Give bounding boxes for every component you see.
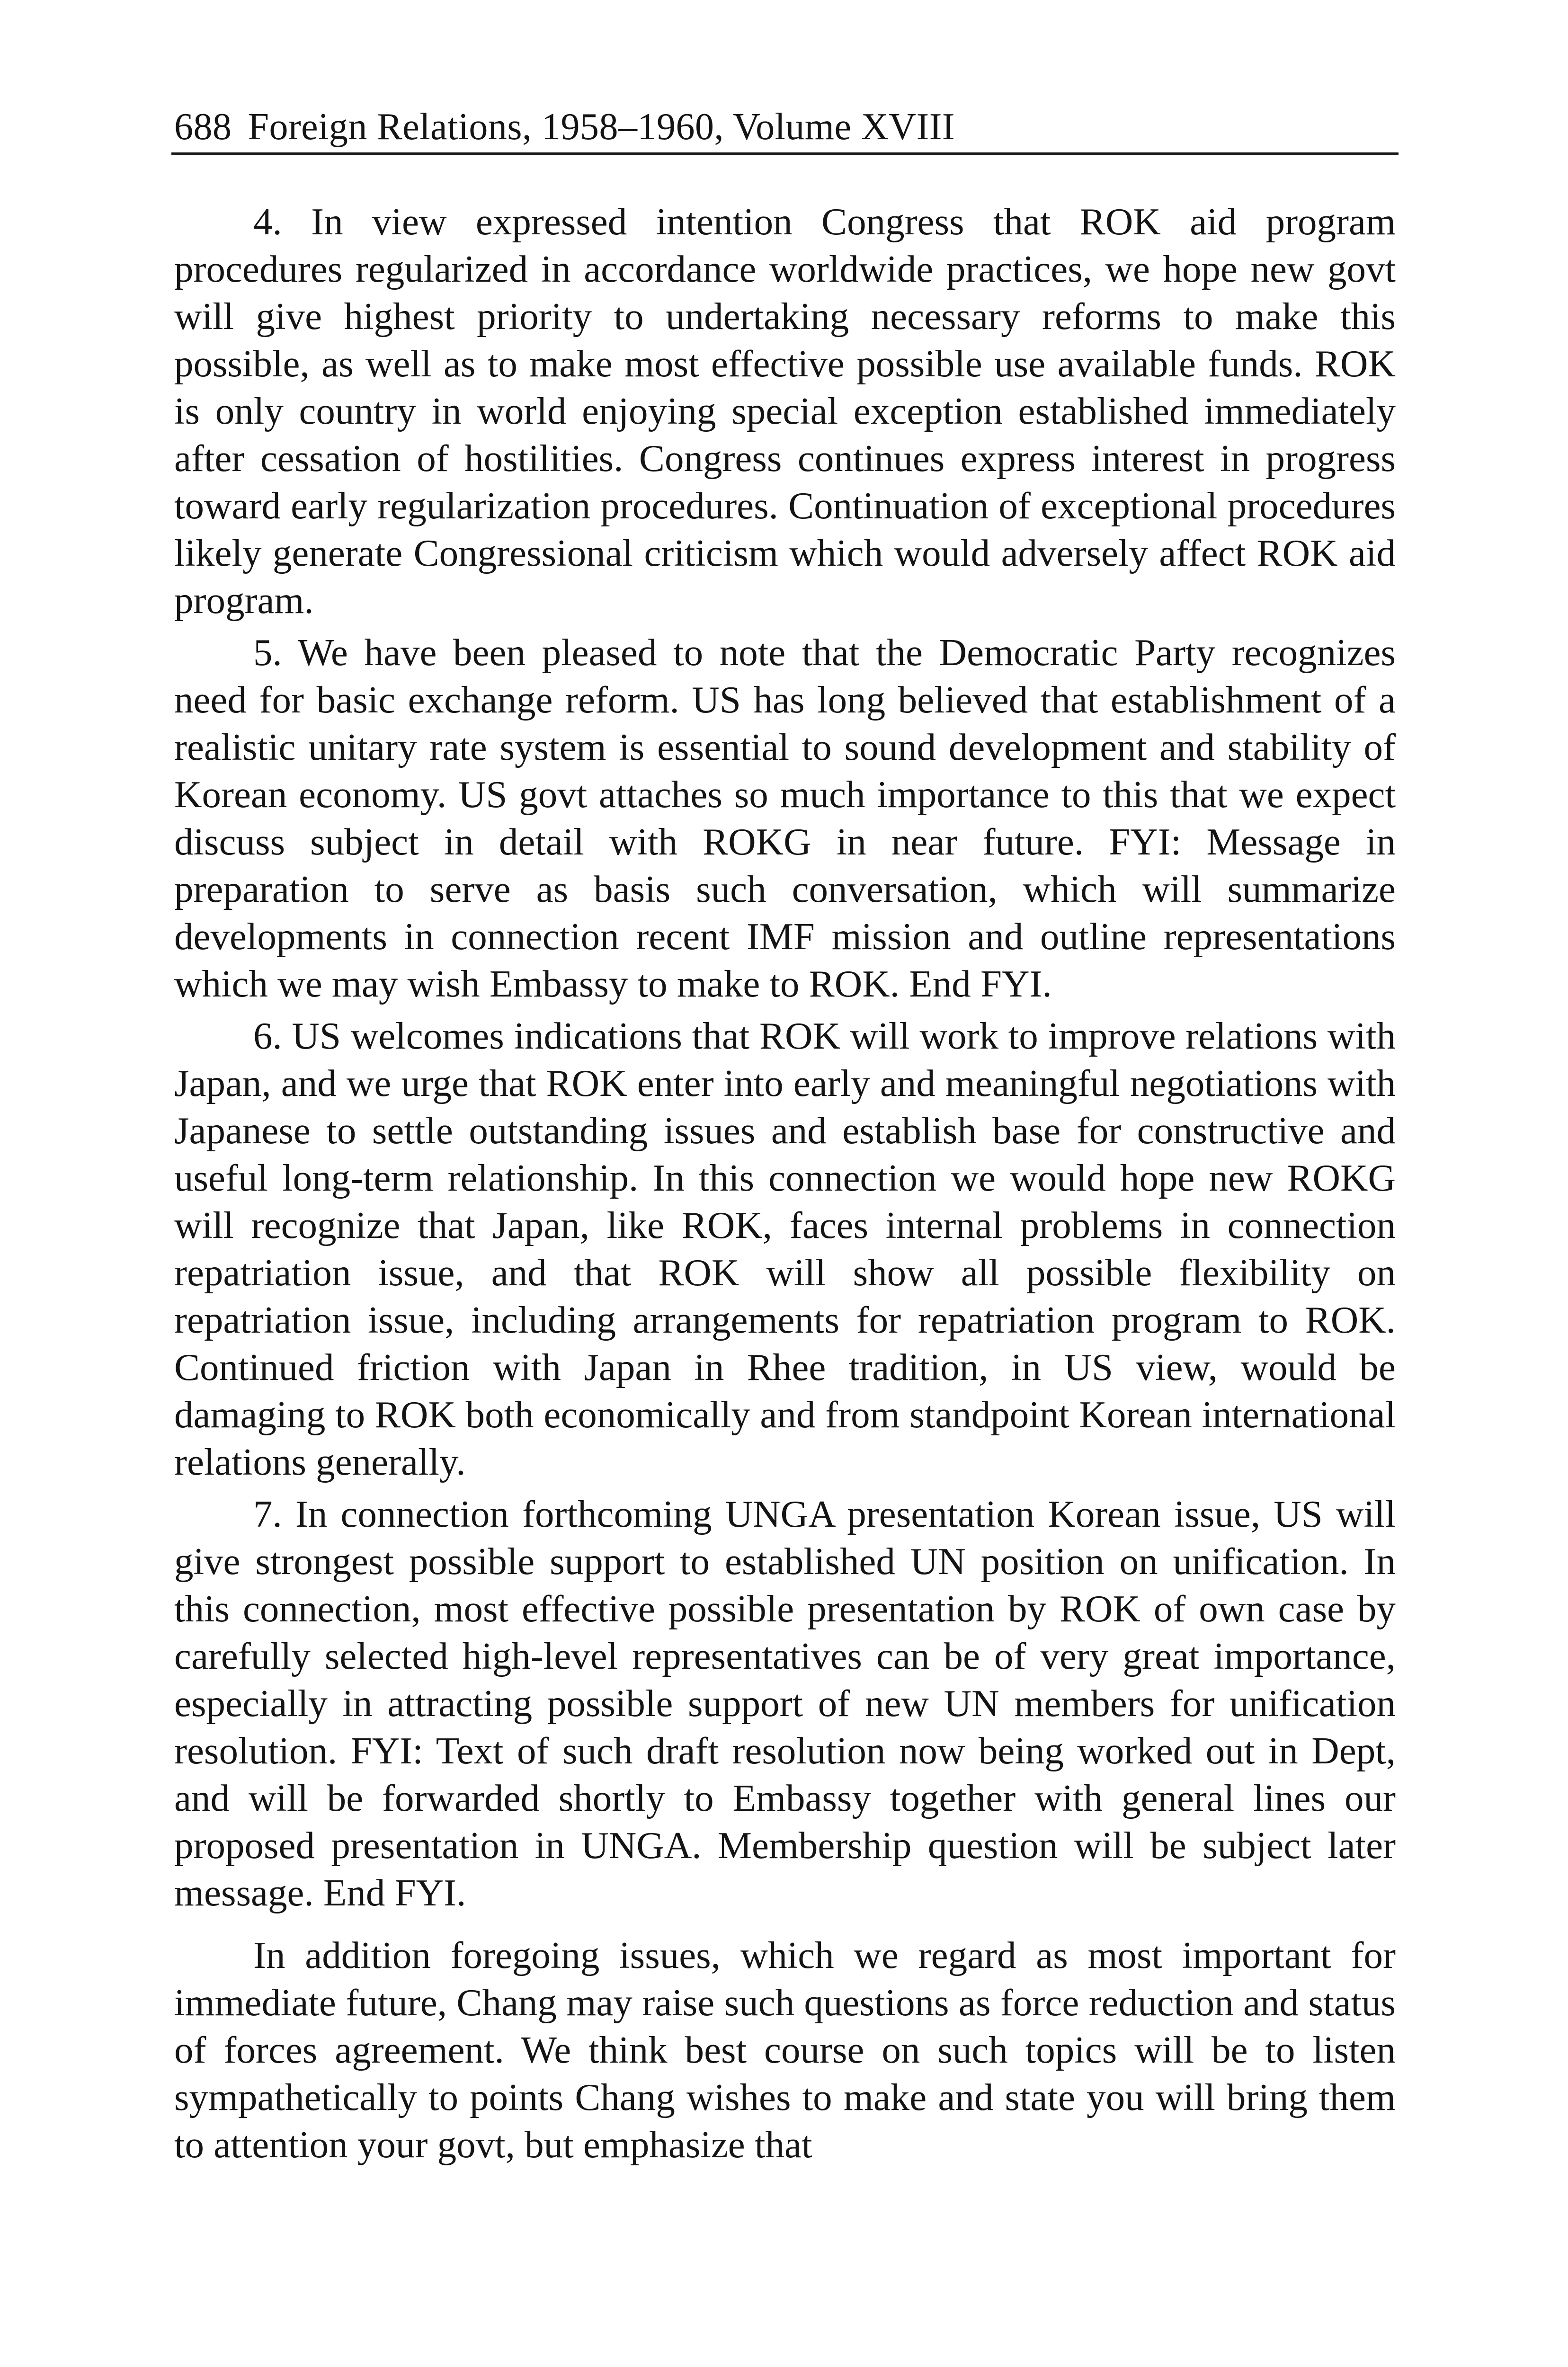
body-text (174, 198, 1396, 2173)
paragraph-5: 5. We have been pleased to note that the Democratic Party recognizes need for basic exchange reform. US has long believed that establishment of a realistic unitary rate system is essential to sound development and stability of Korean economy. US govt attaches so much importance to this that we expect discuss subject in detail with ROKG in near future. FYI: Message in preparation to serve as basis such conversation, which will summarize developments in connection recent IMF mission and outline representations which we may wish Embassy to make to ROK. End FYI. (174, 631, 1396, 1005)
paragraph-4: 4. In view expressed intention Congress that ROK aid program procedures regularized in accordance worldwide practices, we hope new govt will give highest priority to undertaking necessary reforms to make this possible, as well as to make most effective possible use available funds. ROK is only country in world enjoying special exception established immediately after cessation of hostilities. Congress continues express interest in progress toward early regularization procedures. Continuation of exceptional procedures likely generate Congressional criticism which would adversely affect ROK aid program. (174, 200, 1396, 622)
paragraph-closing: In addition foregoing issues, which we regard as most important for immediate future, Chang may raise such questions as force reduction and status of forces agreement. We think best course on such topics will be to listen sympathetically to points Chang wishes to make and state you will bring them to attention your govt, but emphasize that (174, 1934, 1396, 2166)
running-title: Foreign Relations, 1958–1960, Volume XVIII (248, 106, 955, 148)
running-head (174, 100, 1396, 153)
paragraph-7: 7. In connection forthcoming UNGA presentation Korean issue, US will give strongest possible support to established UN position on unification. In this connection, most effective possible presentation by ROK of own case by carefully selected high-level representatives can be of very great importance, especially in attracting possible support of new UN members for unification resolution. FYI: Text of such draft resolution now being worked out in Dept, and will be forwarded shortly to Embassy together with general lines our proposed presentation in UNGA. Membership question will be subject later message. End FYI. (174, 1493, 1396, 1914)
header-rule (171, 152, 1399, 155)
paragraph-6: 6. US welcomes indications that ROK will work to improve relations with Japan, and we urge that ROK enter into early and meaningful negotiations with Japanese to settle outstanding issues and establish base for constructive and useful long-term relationship. In this connection we would hope new ROKG will recognize that Japan, like ROK, faces internal problems in connection repatriation issue, and that ROK will show all possible flexibility on repatriation issue, including arrangements for repatriation program to ROK. Continued friction with Japan in Rhee tradition, in US view, would be damaging to ROK both economically and from standpoint Korean international relations generally. (174, 1014, 1396, 1483)
page-number: 688 (174, 106, 232, 148)
